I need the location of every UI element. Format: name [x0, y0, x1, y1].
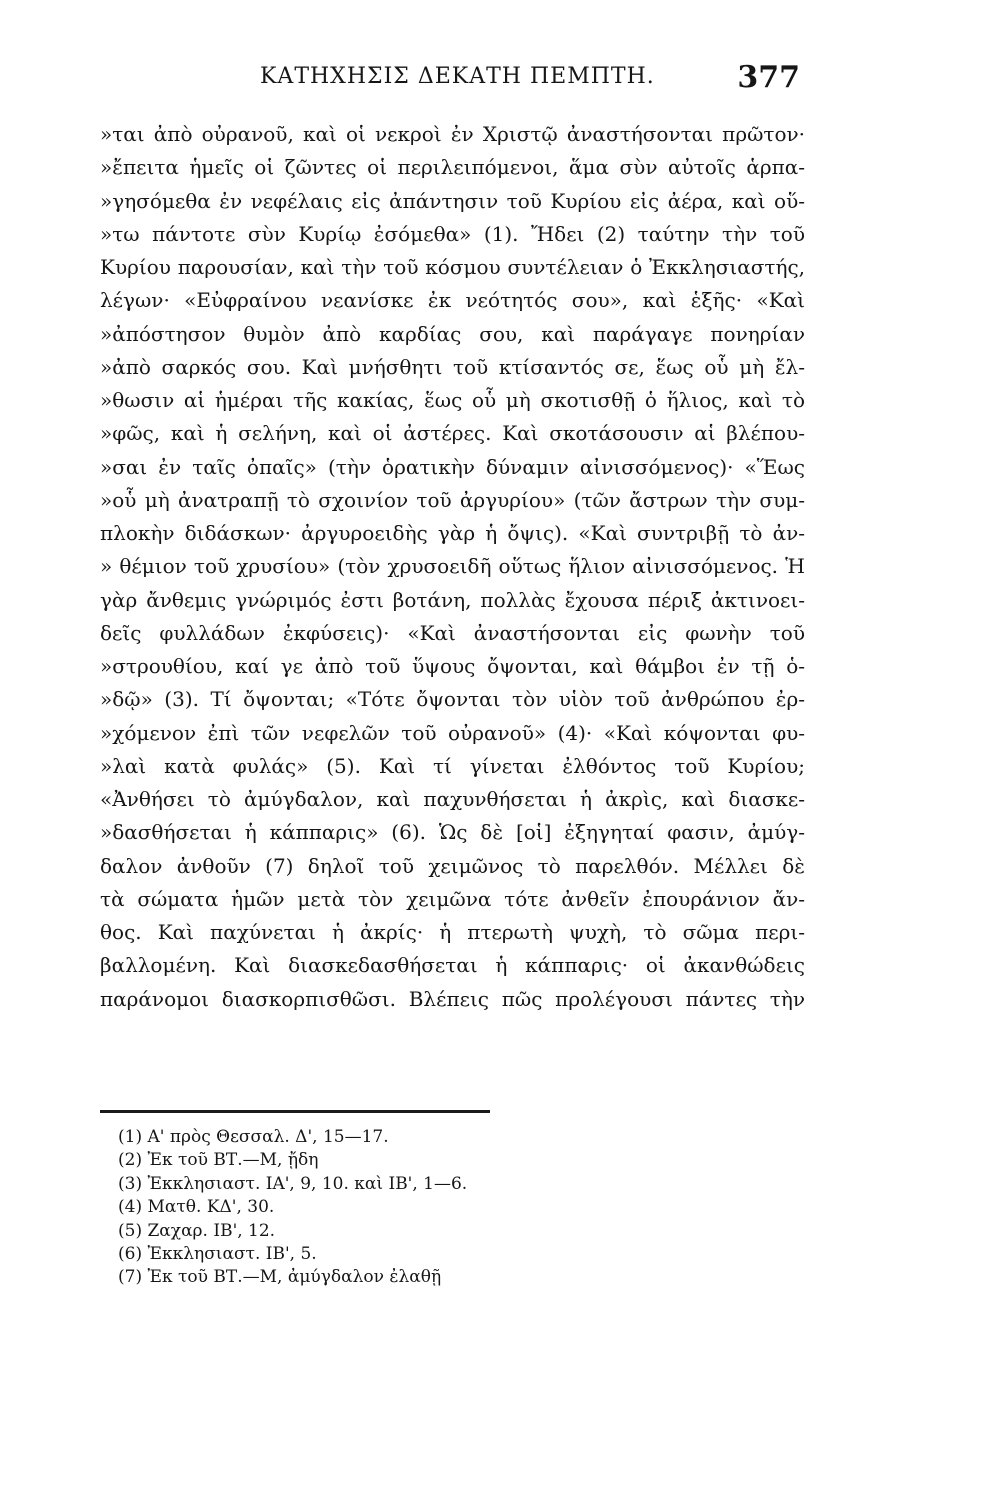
- footnote: (7) Ἐκ τοῦ ΒΤ.—Μ, ἀμύγδαλον ἐλαθῇ: [118, 1267, 442, 1288]
- text-line: »σαι ἐν ταῖς ὀπαῖς» (τὴν ὁρατικὴν δύναμιν αἰνισσόμενος)· «Ἕως: [100, 454, 805, 479]
- text-line: γὰρ ἄνθεμις γνώριμός ἐστι βοτάνη, πολλὰς ἔχουσα πέριξ ἀκτινοει-: [100, 587, 805, 612]
- text-line: »ἔπειτα ἡμεῖς οἱ ζῶντες οἱ περιλειπόμενοι, ἅμα σὺν αὐτοῖς ἁρπα-: [100, 155, 805, 180]
- footnotes: [118, 1126, 718, 1290]
- footnote: (4) Ματθ. ΚΔ', 30.: [118, 1197, 275, 1218]
- footnote: (6) Ἐκκλησιαστ. ΙΒ', 5.: [118, 1243, 317, 1264]
- text-line: »χόμενον ἐπὶ τῶν νεφελῶν τοῦ οὐρανοῦ» (4)· «Καὶ κόψονται φυ-: [100, 720, 805, 745]
- footnote: (5) Ζαχαρ. ΙΒ', 12.: [118, 1220, 276, 1241]
- text-line: »λαὶ κατὰ φυλάς» (5). Καὶ τί γίνεται ἐλθόντος τοῦ Κυρίου;: [100, 753, 805, 778]
- text-line: »φῶς, καὶ ἡ σελήνη, καὶ οἱ ἀστέρες. Καὶ σκοτάσουσιν αἱ βλέπου-: [100, 421, 805, 446]
- text-line: »δῷ» (3). Τί ὄψονται; «Τότε ὄψονται τὸν υἱὸν τοῦ ἀνθρώπου ἐρ-: [100, 687, 805, 712]
- text-line: »στρουθίου, καί γε ἀπὸ τοῦ ὕψους ὄψονται, καὶ θάμβοι ἐν τῇ ὁ-: [100, 654, 805, 678]
- text-line: πλοκὴν διδάσκων· ἀργυροειδὴς γὰρ ἡ ὄψις). «Καὶ συντριβῇ τὸ ἀν-: [100, 521, 805, 545]
- footnote: (2) Ἐκ τοῦ ΒΤ.—Μ, ᾔδη: [118, 1150, 319, 1171]
- text-line: τὰ σώματα ἡμῶν μετὰ τὸν χειμῶνα τότε ἀνθεῖν ἐπουράνιον ἄν-: [100, 886, 805, 911]
- text-line: »οὗ μὴ ἀνατραπῇ τὸ σχοινίον τοῦ ἀργυρίου» (τῶν ἄστρων τὴν συμ-: [100, 487, 805, 512]
- footnote: (3) Ἐκκλησιαστ. ΙΑ', 9, 10. καὶ ΙΒ', 1—6.: [118, 1173, 468, 1194]
- text-line: «Ἀνθήσει τὸ ἀμύγδαλον, καὶ παχυνθήσεται ἡ ἀκρὶς, καὶ διασκε-: [100, 787, 805, 811]
- main-text: [100, 118, 805, 1016]
- text-line: »ται ἀπὸ οὐρανοῦ, καὶ οἱ νεκροὶ ἐν Χριστῷ ἀναστήσονται πρῶτον·: [100, 122, 805, 146]
- text-line: λέγων· «Εὐφραίνου νεανίσκε ἐκ νεότητός σου», καὶ ἑξῆς· «Καὶ: [100, 288, 805, 313]
- text-line: παράνομοι διασκορπισθῶσι. Βλέπεις πῶς προλέγουσι πάντες τὴν: [100, 986, 805, 1011]
- text-line: »τω πάντοτε σὺν Κυρίῳ ἐσόμεθα» (1). Ἤδει (2) ταύτην τὴν τοῦ: [100, 221, 805, 246]
- text-line: δεῖς φυλλάδων ἐκφύσεις)· «Καὶ ἀναστήσονται εἰς φωνὴν τοῦ: [100, 620, 805, 645]
- text-line: Κυρίου παρουσίαν, καὶ τὴν τοῦ κόσμου συντέλειαν ὁ Ἐκκλησιαστής,: [100, 255, 805, 279]
- footnote-divider: [100, 1110, 490, 1113]
- text-line: » θέμιον τοῦ χρυσίου» (τὸν χρυσοειδῆ οὕτως ἥλιον αἰνισσόμενος. Ἡ: [100, 554, 805, 579]
- page-number: 377: [737, 60, 800, 95]
- page-header: [100, 60, 800, 100]
- running-title: ΚΑΤΗΧΗΣΙΣ ΔΕΚΑΤΗ ΠΕΜΠΤΗ.: [260, 64, 655, 89]
- text-line: δαλον ἀνθοῦν (7) δηλοῖ τοῦ χειμῶνος τὸ παρελθόν. Μέλλει δὲ: [100, 853, 805, 878]
- text-line: »γησόμεθα ἐν νεφέλαις εἰς ἀπάντησιν τοῦ Κυρίου εἰς ἀέρα, καὶ οὕ-: [100, 188, 805, 213]
- footnote: (1) Α' πρὸς Θεσσαλ. Δ', 15—17.: [118, 1127, 389, 1147]
- text-line: θος. Καὶ παχύνεται ἡ ἀκρίς· ἡ πτερωτὴ ψυχὴ, τὸ σῶμα περι-: [100, 920, 805, 944]
- text-line: »ἀπόστησον θυμὸν ἀπὸ καρδίας σου, καὶ παράγαγε πονηρίαν: [100, 321, 805, 346]
- text-line: »δασθήσεται ἡ κάππαρις» (6). Ὡς δὲ [οἱ] ἐξηγηταί φασιν, ἀμύγ-: [100, 820, 805, 845]
- text-line: »θωσιν αἱ ἡμέραι τῆς κακίας, ἕως οὗ μὴ σκοτισθῇ ὁ ἥλιος, καὶ τὸ: [100, 388, 805, 412]
- text-line: βαλλομένη. Καὶ διασκεδασθήσεται ἡ κάππαρις· οἱ ἀκανθώδεις: [100, 953, 805, 978]
- text-line: »ἀπὸ σαρκός σου. Καὶ μνήσθητι τοῦ κτίσαντός σε, ἕως οὗ μὴ ἔλ-: [100, 354, 805, 379]
